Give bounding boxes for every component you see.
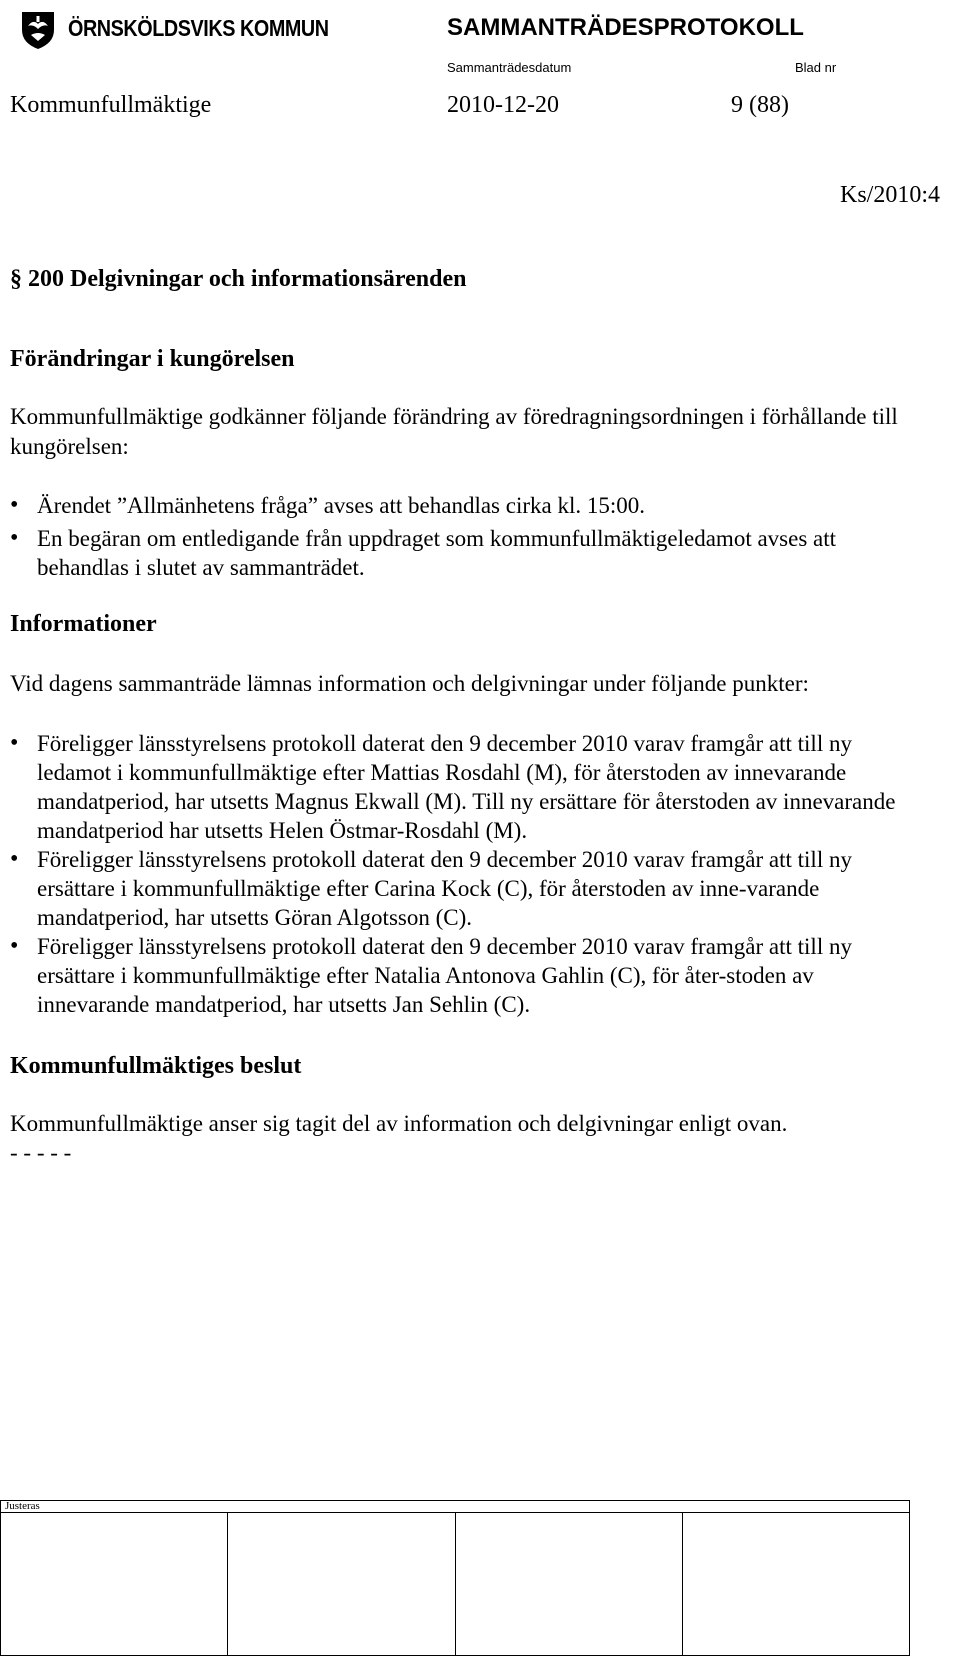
section-title <box>10 266 466 293</box>
signature-box <box>228 1513 455 1656</box>
signature-box <box>1 1513 228 1656</box>
list-item: • Ärendet ”Allmänhetens fråga” avses att behandlas cirka kl. 15:00. <box>10 491 930 520</box>
list-item: • En begäran om entledigande från uppdraget som kommunfullmäktigeledamot avses att behandlas i slutet av sammanträdet. <box>10 524 930 582</box>
changes-heading: Förändringar i kungörelsen <box>10 346 295 372</box>
list-item: • Föreligger länsstyrelsens protokoll daterat den 9 december 2010 varav framgår att till ny ersättare i kommunfullmäktige efter Carina Kock (C), för återstoden av inne-varande mandatperiod, har utsetts Göran Algotsson (C). <box>10 845 930 932</box>
section-number: § 200 <box>10 266 64 292</box>
meeting-date-label: Sammanträdesdatum <box>447 60 572 75</box>
organization-name: ÖRNSKÖLDSVIKS KOMMUN <box>68 15 329 41</box>
page-number: 9 (88) <box>731 92 789 118</box>
list-item: • Föreligger länsstyrelsens protokoll daterat den 9 december 2010 varav framgår att till ny ersättare i kommunfullmäktige efter Natalia Antonova Gahlin (C), för åter-stoden av innevarande mandatperiod, har utsetts Jan Sehlin (C). <box>10 932 930 1019</box>
signature-box <box>455 1513 682 1656</box>
changes-list <box>10 491 930 582</box>
list-item: • Föreligger länsstyrelsens protokoll daterat den 9 december 2010 varav framgår att till ny ledamot i kommunfullmäktige efter Mattias Rosdahl (M), för återstoden av innevarande mandatperiod, har utsetts Magnus Ekwall (M). Till ny ersättare för återstoden av innevarande mandatperiod har utsetts Helen Östmar-Rosdahl (M). <box>10 729 930 845</box>
decision-heading: Kommunfullmäktiges beslut <box>10 1053 302 1079</box>
information-heading: Informationer <box>10 611 157 637</box>
signature-box <box>682 1513 909 1656</box>
section-title-text: Delgivningar och informationsärenden <box>70 266 467 292</box>
information-list <box>10 729 930 1019</box>
document-type: SAMMANTRÄDESPROTOKOLL <box>447 14 804 41</box>
changes-intro: Kommunfullmäktige godkänner följande förändring av föredragningsordningen i förhållande till kungörelsen: <box>10 404 898 459</box>
end-marker: - - - - - <box>10 1140 72 1165</box>
governing-body: Kommunfullmäktige <box>10 92 212 118</box>
justeras-table <box>0 1500 910 1656</box>
meeting-date: 2010-12-20 <box>447 92 559 118</box>
decision-text: Kommunfullmäktige anser sig tagit del av information och delgivningar enligt ovan. <box>10 1111 788 1136</box>
justeras-label: Justeras <box>1 1501 910 1513</box>
page-number-label: Blad nr <box>795 60 837 75</box>
case-number: Ks/2010:4 <box>839 182 940 208</box>
municipal-coat-of-arms-icon <box>20 10 56 50</box>
information-intro: Vid dagens sammanträde lämnas information och delgivningar under följande punkter: <box>10 671 809 696</box>
